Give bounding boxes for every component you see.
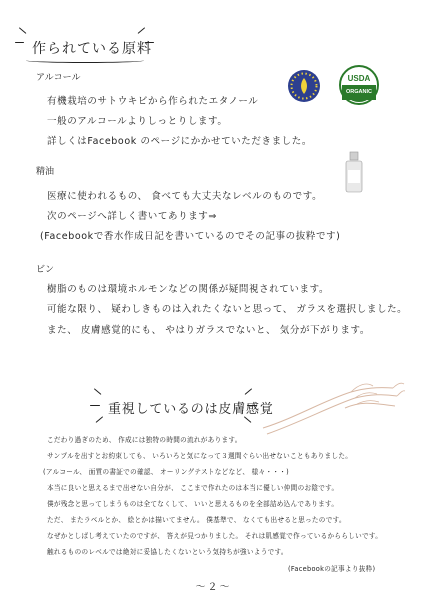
paragraph-line: ただ、 またラベルとか、 絵とかは描いてません。 僕基準で、 なくても出せると思ったのです。 <box>47 516 346 524</box>
section-heading: 精油 <box>36 167 55 177</box>
paragraph-line: サンプルを出すとお約束しても、 いろいろと気になって３週間ぐらい出せないこともありました。 <box>47 452 353 460</box>
accent-mark <box>138 27 146 34</box>
body-text: 可能な限り、 疑わしきものは入れたくないと思って、 ガラスを選択しました。 <box>47 304 408 315</box>
body-text: 樹脂のものは環境ホルモンなどの関係が疑問視されています。 <box>47 284 330 295</box>
title-underline <box>26 58 144 63</box>
section-title: 重視しているのは皮膚感覚 <box>108 402 274 417</box>
eu-organic-icon <box>287 69 321 103</box>
accent-mark <box>19 27 27 34</box>
usda-organic-icon <box>339 65 379 105</box>
paragraph-line: なぜかとしばし考えていたのですが、 答えが見つかりました。 それは肌感覚で作っているかららしいです。 <box>47 532 383 540</box>
bottle-icon <box>344 151 364 193</box>
page-number: ～２～ <box>195 582 232 593</box>
paragraph-line: 本当に良いと思えるまで出せない自分が、 ここまで作れたのは本当に優しい仲間のお陰です。 <box>47 484 339 492</box>
organic-text: ORGANIC <box>346 89 372 95</box>
paragraph-line: 僕が残念と思ってしまうものは全てなくして、 いいと思えるものを全部詰め込んであります。 <box>47 500 339 508</box>
hands-icon <box>255 378 405 436</box>
accent-mark <box>245 388 253 395</box>
usda-text: USDA <box>347 74 371 83</box>
accent-mark <box>94 388 102 395</box>
source-note: (Facebookの記事より抜粋) <box>288 565 376 573</box>
body-text: 次のページへ詳しく書いてあります⇒ <box>47 211 217 222</box>
accent-mark <box>90 405 100 406</box>
body-text: 医療に使われるもの、 食べても大丈夫なレベルのものです。 <box>47 191 323 202</box>
section-heading: ビン <box>36 265 55 275</box>
accent-mark <box>244 416 252 423</box>
page-title: 作られている原料 <box>32 41 152 57</box>
accent-mark <box>15 42 24 43</box>
paragraph-line: こだわり過ぎのため、 作成には独特の時間の流れがあります。 <box>47 436 242 444</box>
body-text: 有機栽培のサトウキビから作られたエタノール <box>47 96 259 107</box>
paragraph-line: 触れるもののレベルでは絶対に妥協したくないという気持ちが強いようです。 <box>47 548 288 556</box>
body-text: 詳しくはFacebook のページにかかせていただきました。 <box>47 136 312 147</box>
accent-mark <box>96 416 104 423</box>
body-text: 一般のアルコールよりしっとりします。 <box>47 116 228 127</box>
body-text: (Facebookで香水作成日記を書いているのでその記事の抜粋です) <box>40 231 341 242</box>
section-heading: アルコール <box>36 73 81 83</box>
paragraph-line: (アルコール、 面質の書証での確認、 オーリングテストなどなど、 様々・・・) <box>43 468 289 476</box>
body-text: また、 皮膚感覚的にも、 やはりガラスでないと、 気分が下がります。 <box>47 325 370 336</box>
